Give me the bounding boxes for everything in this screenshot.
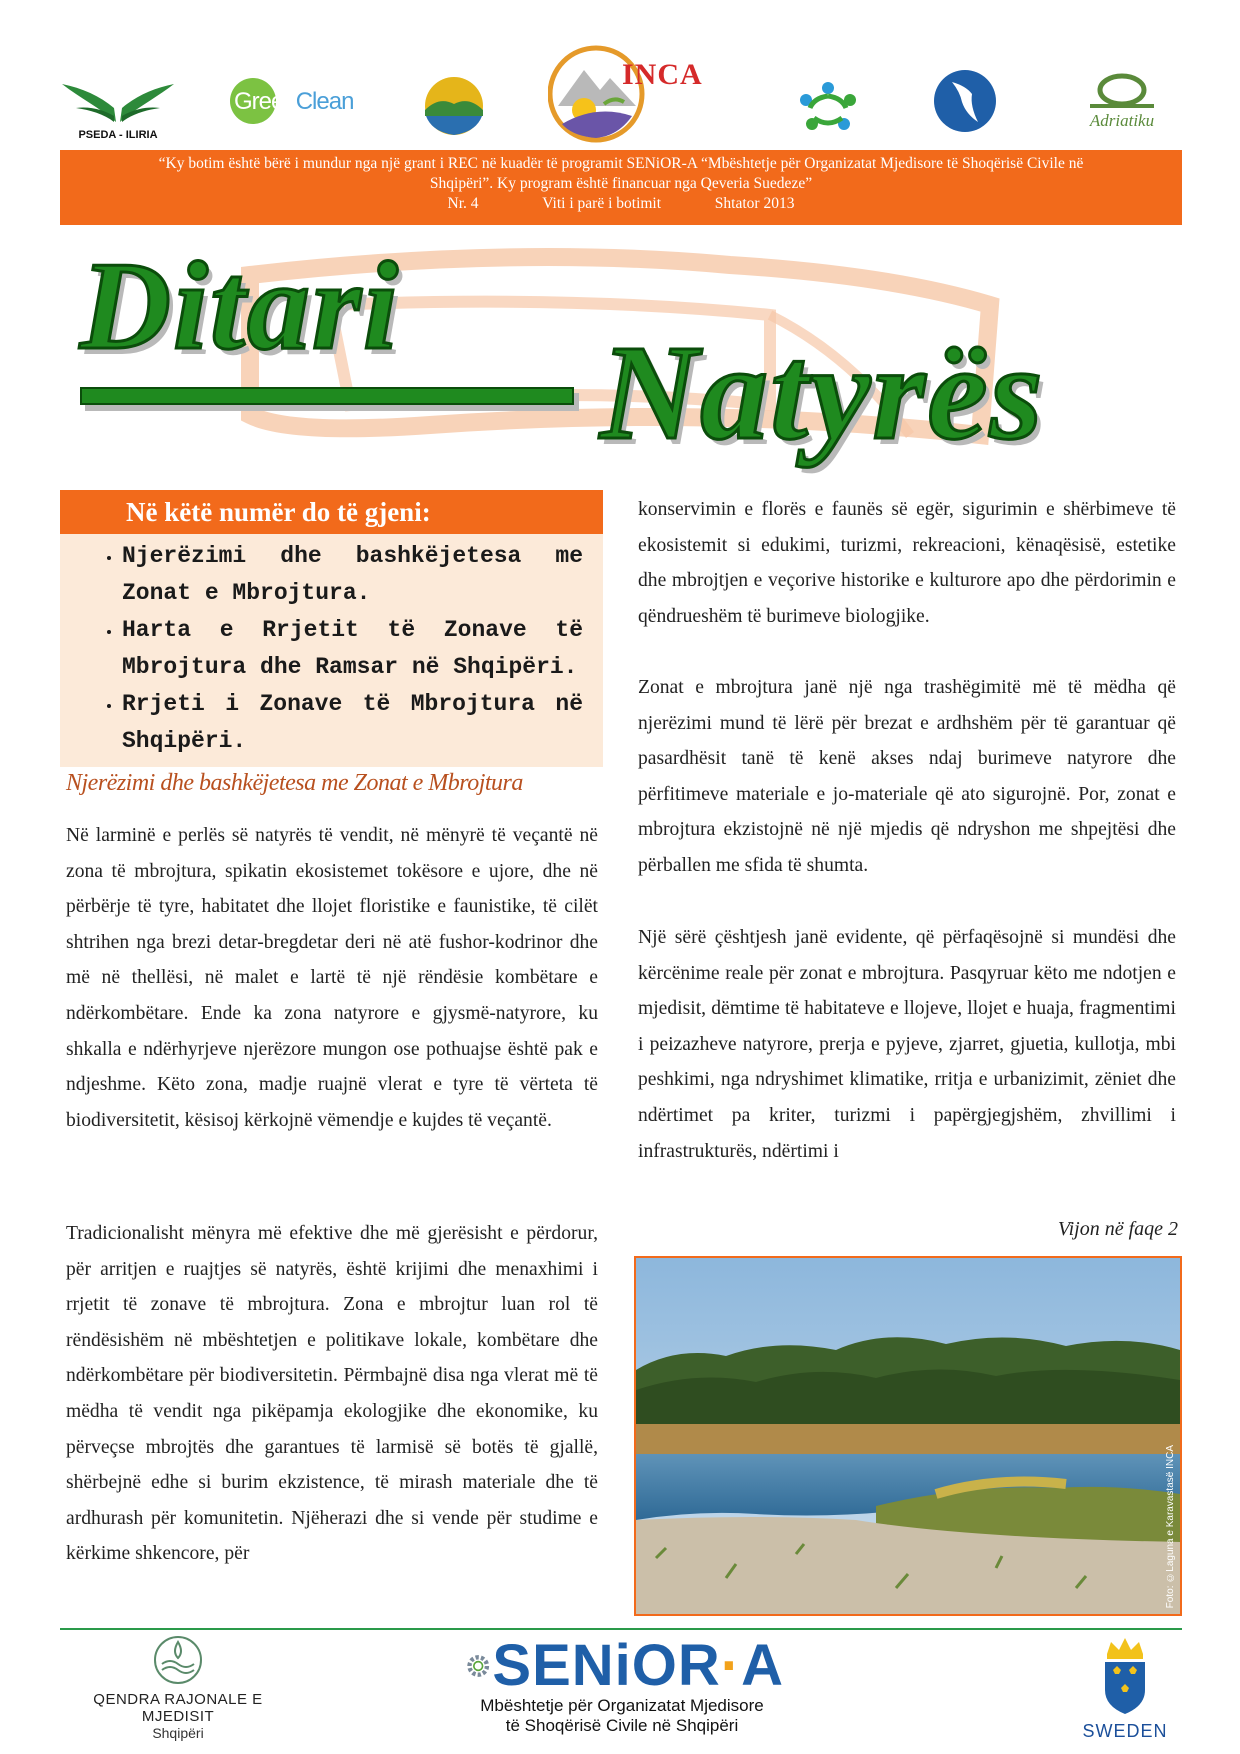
header-logos (60, 44, 1180, 148)
list-item: • Rrjeti i Zonave të Mbrojtura në Shqipëri. (122, 686, 583, 760)
adriatiku-wordmark: Adriatiku (1089, 111, 1155, 130)
senior-wordmark-suffix: A (741, 1633, 784, 1698)
banner-line-1: “Ky botim është bërë i mundur nga një grant i REC në kuadër të programit SENiOR-A “Mbështetje për Organizatat Mjedisore të Shoqërisë Civile në (158, 155, 1084, 172)
senior-tagline-2: të Shoqërisë Civile në Shqipëri (505, 1716, 739, 1735)
photo-credit: Foto: ©Laguna e Karavastasë INCA (1165, 1444, 1176, 1608)
rec-emblem-icon (152, 1634, 204, 1686)
article-paragraph: Një sërë çështjesh janë evidente, që përfaqësojnë si mundësi dhe kërcënime reale për zonat e mbrojtura. Pasqyruar këto me ndotjen e mjedisit, dëmtime të habitateve e llojeve, llojet e huaja, fragmentimi i peizazheve natyrore, prerja e pyjeve, zjarret, gjuetia, kullotja, mbi peshkimi, nga ndryshimet klimatike, rritja e urbanizimit, zëniet dhe ndërtimet pa kriter, turizmi i papërgjegjshëm, zhvillimi i infrastrukturës, ndërtimi i (638, 927, 1176, 1162)
senior-wordmark: SENiOR (492, 1633, 721, 1698)
article-paragraph: Tradicionalisht mënyra më efektive dhe më gjerësisht e përdorur, për arritjen e ruajtjes së natyrës, është krijimi dhe menaxhimi i rrjetit të zonave të mbrojtura. Zona e mbrojtur luan rol të rëndësishëm në mbështetjen e politikave lokale, kombëtare dhe ndërkombëtare për biodiversitetin. Përmbajnë disa nga vlerat më të mëdha të vendit nga pikëpamja ekologjike dhe ekonomike, ku përveçse mbrojtës dhe garantues të larmisë së botës të gjallë, shërbejnë edhe si burim ekzistence, të mirash materiale dhe të ardhurash për komunitetin. Njëherazi dhe si vende për studime e kërkime shkencore, për (66, 1223, 598, 1565)
inca-wordmark: INCA (622, 58, 703, 91)
lagoon-photo (634, 1256, 1182, 1616)
article-paragraph: Zonat e mbrojtura janë një nga trashëgimitë më të mëdha që njerëzimi mund të lërë për brezat e ardhshëm për të garantuar që pasardhësit tanë të kenë akses ndaj burimeve natyrore dhe përfitimeve materiale e jo-materiale që ato sigurojnë. Por, zonat e mbrojtura ekzistojnë në një mjedis që ndryshon me shpejtësi dhe përballen me sfida të shumta. (638, 677, 1176, 876)
coastline-icon (932, 68, 998, 134)
lagoon-landscape-image (636, 1258, 1180, 1614)
banner-line-2: Shqipëri”. Ky program është financuar nga Qeveria Suedeze” (429, 175, 813, 192)
crown-shield-icon (1097, 1634, 1153, 1716)
in-this-issue-box (60, 490, 603, 767)
inca-logo (548, 44, 738, 144)
fish-icon (1082, 70, 1162, 110)
article-paragraph: Në larminë e perlës së natyrës të vendit, në mënyrë të veçantë në zona të mbrojtura, spikatin ekosistemet tokësore e ujore, dhe në përbërje të tyre, habitatet dhe llojet floristike e faunistike, të cilët shtrihen nga brezi detar-bregdetar deri në atë fushor-kodrinor dhe më në thellësi, në malet e lartë të një rëndësie kombëtare e ndërkombëtare. Ende ka zona natyrore e gjysmë-natyrore, ku shkalla e ndërhyrjeve njerëzore mungon ose pothuajse është pak e ndjeshme. Këto zona, madje ruajnë vlerat e tyre të vërteta të biodiversitetit, kësisoj kërkojnë vëmendje e kujdes të veçantë. (66, 825, 598, 1131)
sweden-logo (1070, 1634, 1180, 1742)
issue-year: Viti i parë i botimit (542, 195, 662, 212)
list-item: • Njerëzimi dhe bashkëjetesa me Zonat e Mbrojtura. (122, 538, 583, 612)
pseda-caption: PSEDA - ILIRIA (78, 129, 158, 141)
sweden-caption: SWEDEN (1082, 1721, 1168, 1741)
issue-date: Shtator 2013 (714, 195, 795, 212)
grant-banner (60, 150, 1182, 225)
mountain-lake-icon (424, 76, 484, 136)
issue-number: Nr. 4 (447, 195, 479, 212)
article-paragraph: konservimin e florës e faunës së egër, sigurimin e shërbimeve të ekosistemit si edukimi, turizmi, rekreacioni, kënaqësisë, estetike dhe mbrojtjen e veçorive historike e kulturore apo dhe përdorimin e qëndrueshëm të burimeve biologjike. (638, 499, 1176, 627)
senior-a-logo: SENiOR·A Mbështetje për Organizatat Mjedisore të Shoqërisë Civile në Shqipëri (464, 1636, 784, 1736)
people-circle-logo (796, 78, 860, 136)
adriatiku-logo (1064, 70, 1180, 136)
in-this-issue-title: Në këtë numër do të gjeni: (60, 490, 603, 534)
banner-issue-line (60, 194, 1182, 214)
rec-logo (58, 1634, 298, 1741)
continued-on-page: Vijon në faqe 2 (1057, 1218, 1178, 1240)
masthead (60, 235, 1182, 475)
greenclean-word-clean: Clean (295, 88, 354, 115)
footer-divider (60, 1628, 1182, 1630)
in-this-issue-list (60, 534, 603, 760)
article-title: Njerëzimi dhe bashkëjetesa me Zonat e Mbrojtura (66, 770, 523, 796)
senior-tagline-1: Mbështetje për Organizatat Mjedisore (480, 1696, 764, 1715)
masthead-word-natyres: Natyrës (600, 318, 1045, 468)
footer (0, 1634, 1240, 1754)
pseda-logo (60, 78, 176, 141)
masthead-underline (80, 387, 574, 405)
people-ring-icon (796, 78, 860, 136)
list-item: • Harta e Rrjetit të Zonave të Mbrojtura dhe Ramsar në Shqipëri. (122, 612, 583, 686)
landscape-circle-logo (424, 76, 484, 136)
rec-country: Shqipëri (152, 1725, 204, 1741)
masthead-word-ditari: Ditari (80, 237, 401, 376)
wings-icon (60, 78, 176, 124)
gear-icon (464, 1640, 492, 1692)
greenclean-logo (230, 78, 360, 128)
rec-name: QENDRA RAJONALE E MJEDISIT (93, 1691, 263, 1725)
greenclean-word-green: Green (234, 88, 296, 115)
blue-circle-logo (932, 68, 998, 134)
